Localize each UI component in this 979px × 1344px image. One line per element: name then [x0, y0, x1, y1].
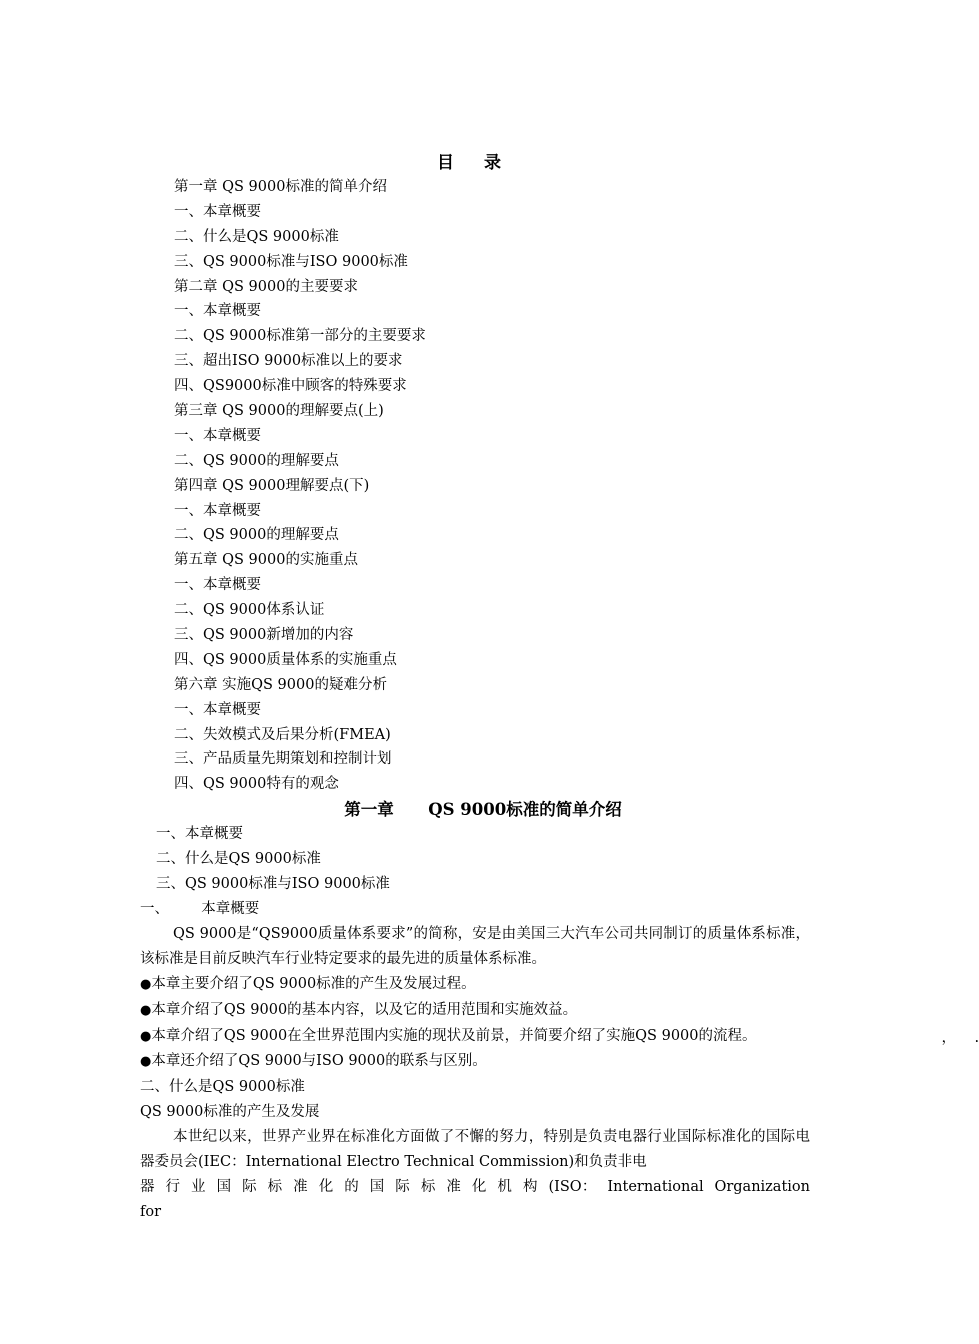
section-title: 二、什么是QS 9000标准	[140, 1079, 305, 1096]
toc-item-chapter-6: 第六章 实施QS 9000的疑难分析	[174, 676, 387, 693]
bullet-item	[140, 1049, 810, 1075]
toc-item: 二、失效模式及后果分析(FMEA)	[174, 726, 391, 743]
bullet-icon: ●	[140, 1054, 152, 1070]
toc-item: 三、QS 9000新增加的内容	[174, 627, 354, 644]
toc-item: 一、本章概要	[174, 203, 261, 220]
toc-item-chapter-2: 第二章 QS 9000的主要要求	[174, 278, 358, 295]
bullet-icon: ●	[140, 1028, 152, 1044]
body-paragraph-continued: 器 行 业 国 际 标 准 化 的 国 际 标 准 化 机 构 (ISO： International Organization for	[140, 1178, 810, 1220]
chapter-heading: 第一章 QS 9000标准的简单介绍	[344, 800, 622, 819]
toc-item-chapter-3: 第三章 QS 9000的理解要点(上)	[174, 403, 384, 420]
bullet-icon: ●	[140, 1002, 152, 1018]
bullet-text: 本章介绍了QS 9000在全世界范围内实施的现状及前景，并简要介绍了实施QS 9000的流程。	[151, 1027, 757, 1044]
table-of-contents	[174, 175, 426, 797]
outline-item: 一、本章概要	[156, 826, 243, 842]
outline-item: 三、QS 9000标准与ISO 9000标准	[156, 875, 390, 892]
toc-item: 四、QS 9000特有的观念	[174, 776, 339, 793]
toc-item-chapter-4: 第四章 QS 9000理解要点(下)	[174, 477, 370, 494]
stray-marks-text: ， .	[941, 1029, 979, 1046]
toc-item: 一、本章概要	[174, 502, 261, 519]
intro-paragraph: QS 9000是“QS9000质量体系要求”的简称，安是由美国三大汽车公司共同制订的质量体系标准，该标准是目前反映汽车行业特定要求的最先进的质量体系标准。	[140, 925, 810, 967]
bullet-text: 本章还介绍了QS 9000与ISO 9000的联系与区别。	[151, 1053, 487, 1070]
bullet-item	[140, 1024, 979, 1050]
section-title: 一、 本章概要	[140, 901, 260, 917]
toc-item: 一、本章概要	[174, 303, 261, 320]
toc-item: 二、QS 9000标准第一部分的主要要求	[174, 328, 426, 345]
toc-item: 二、什么是QS 9000标准	[174, 228, 339, 245]
toc-item-chapter-1: 第一章 QS 9000标准的简单介绍	[174, 179, 387, 195]
chapter-outline	[156, 822, 390, 897]
toc-item: 三、QS 9000标准与ISO 9000标准	[174, 253, 408, 270]
toc-title: 目 录	[437, 153, 513, 173]
toc-item: 一、本章概要	[174, 577, 261, 594]
bullet-text: 本章介绍了QS 9000的基本内容，以及它的适用范围和实施效益。	[151, 1001, 578, 1018]
toc-item: 一、本章概要	[174, 427, 261, 444]
bullet-item	[140, 998, 810, 1024]
chapter-body	[140, 897, 979, 1220]
toc-item: 二、QS 9000的理解要点	[174, 527, 339, 544]
toc-item: 二、QS 9000的理解要点	[174, 452, 339, 469]
toc-item: 三、产品质量先期策划和控制计划	[174, 751, 392, 768]
bullet-text: 本章主要介绍了QS 9000标准的产生及发展过程。	[151, 975, 476, 992]
toc-item: 四、QS9000标准中顾客的特殊要求	[174, 378, 407, 395]
body-paragraph: 本世纪以来，世界产业界在标准化方面做了不懈的努力，特别是负责电器行业国际标准化的国际电器委员会(IEC：International Electro Technical Commission)和负责非电	[140, 1129, 810, 1171]
toc-item: 三、超出ISO 9000标准以上的要求	[174, 353, 403, 370]
subsection-title: QS 9000标准的产生及发展	[140, 1104, 320, 1121]
toc-item: 一、本章概要	[174, 701, 261, 718]
toc-item: 四、QS 9000质量体系的实施重点	[174, 651, 397, 668]
toc-item-chapter-5: 第五章 QS 9000的实施重点	[174, 552, 358, 569]
outline-item: 二、什么是QS 9000标准	[156, 850, 321, 867]
bullet-icon: ●	[140, 976, 152, 992]
bullet-item	[140, 972, 810, 998]
toc-item: 二、QS 9000体系认证	[174, 602, 325, 619]
